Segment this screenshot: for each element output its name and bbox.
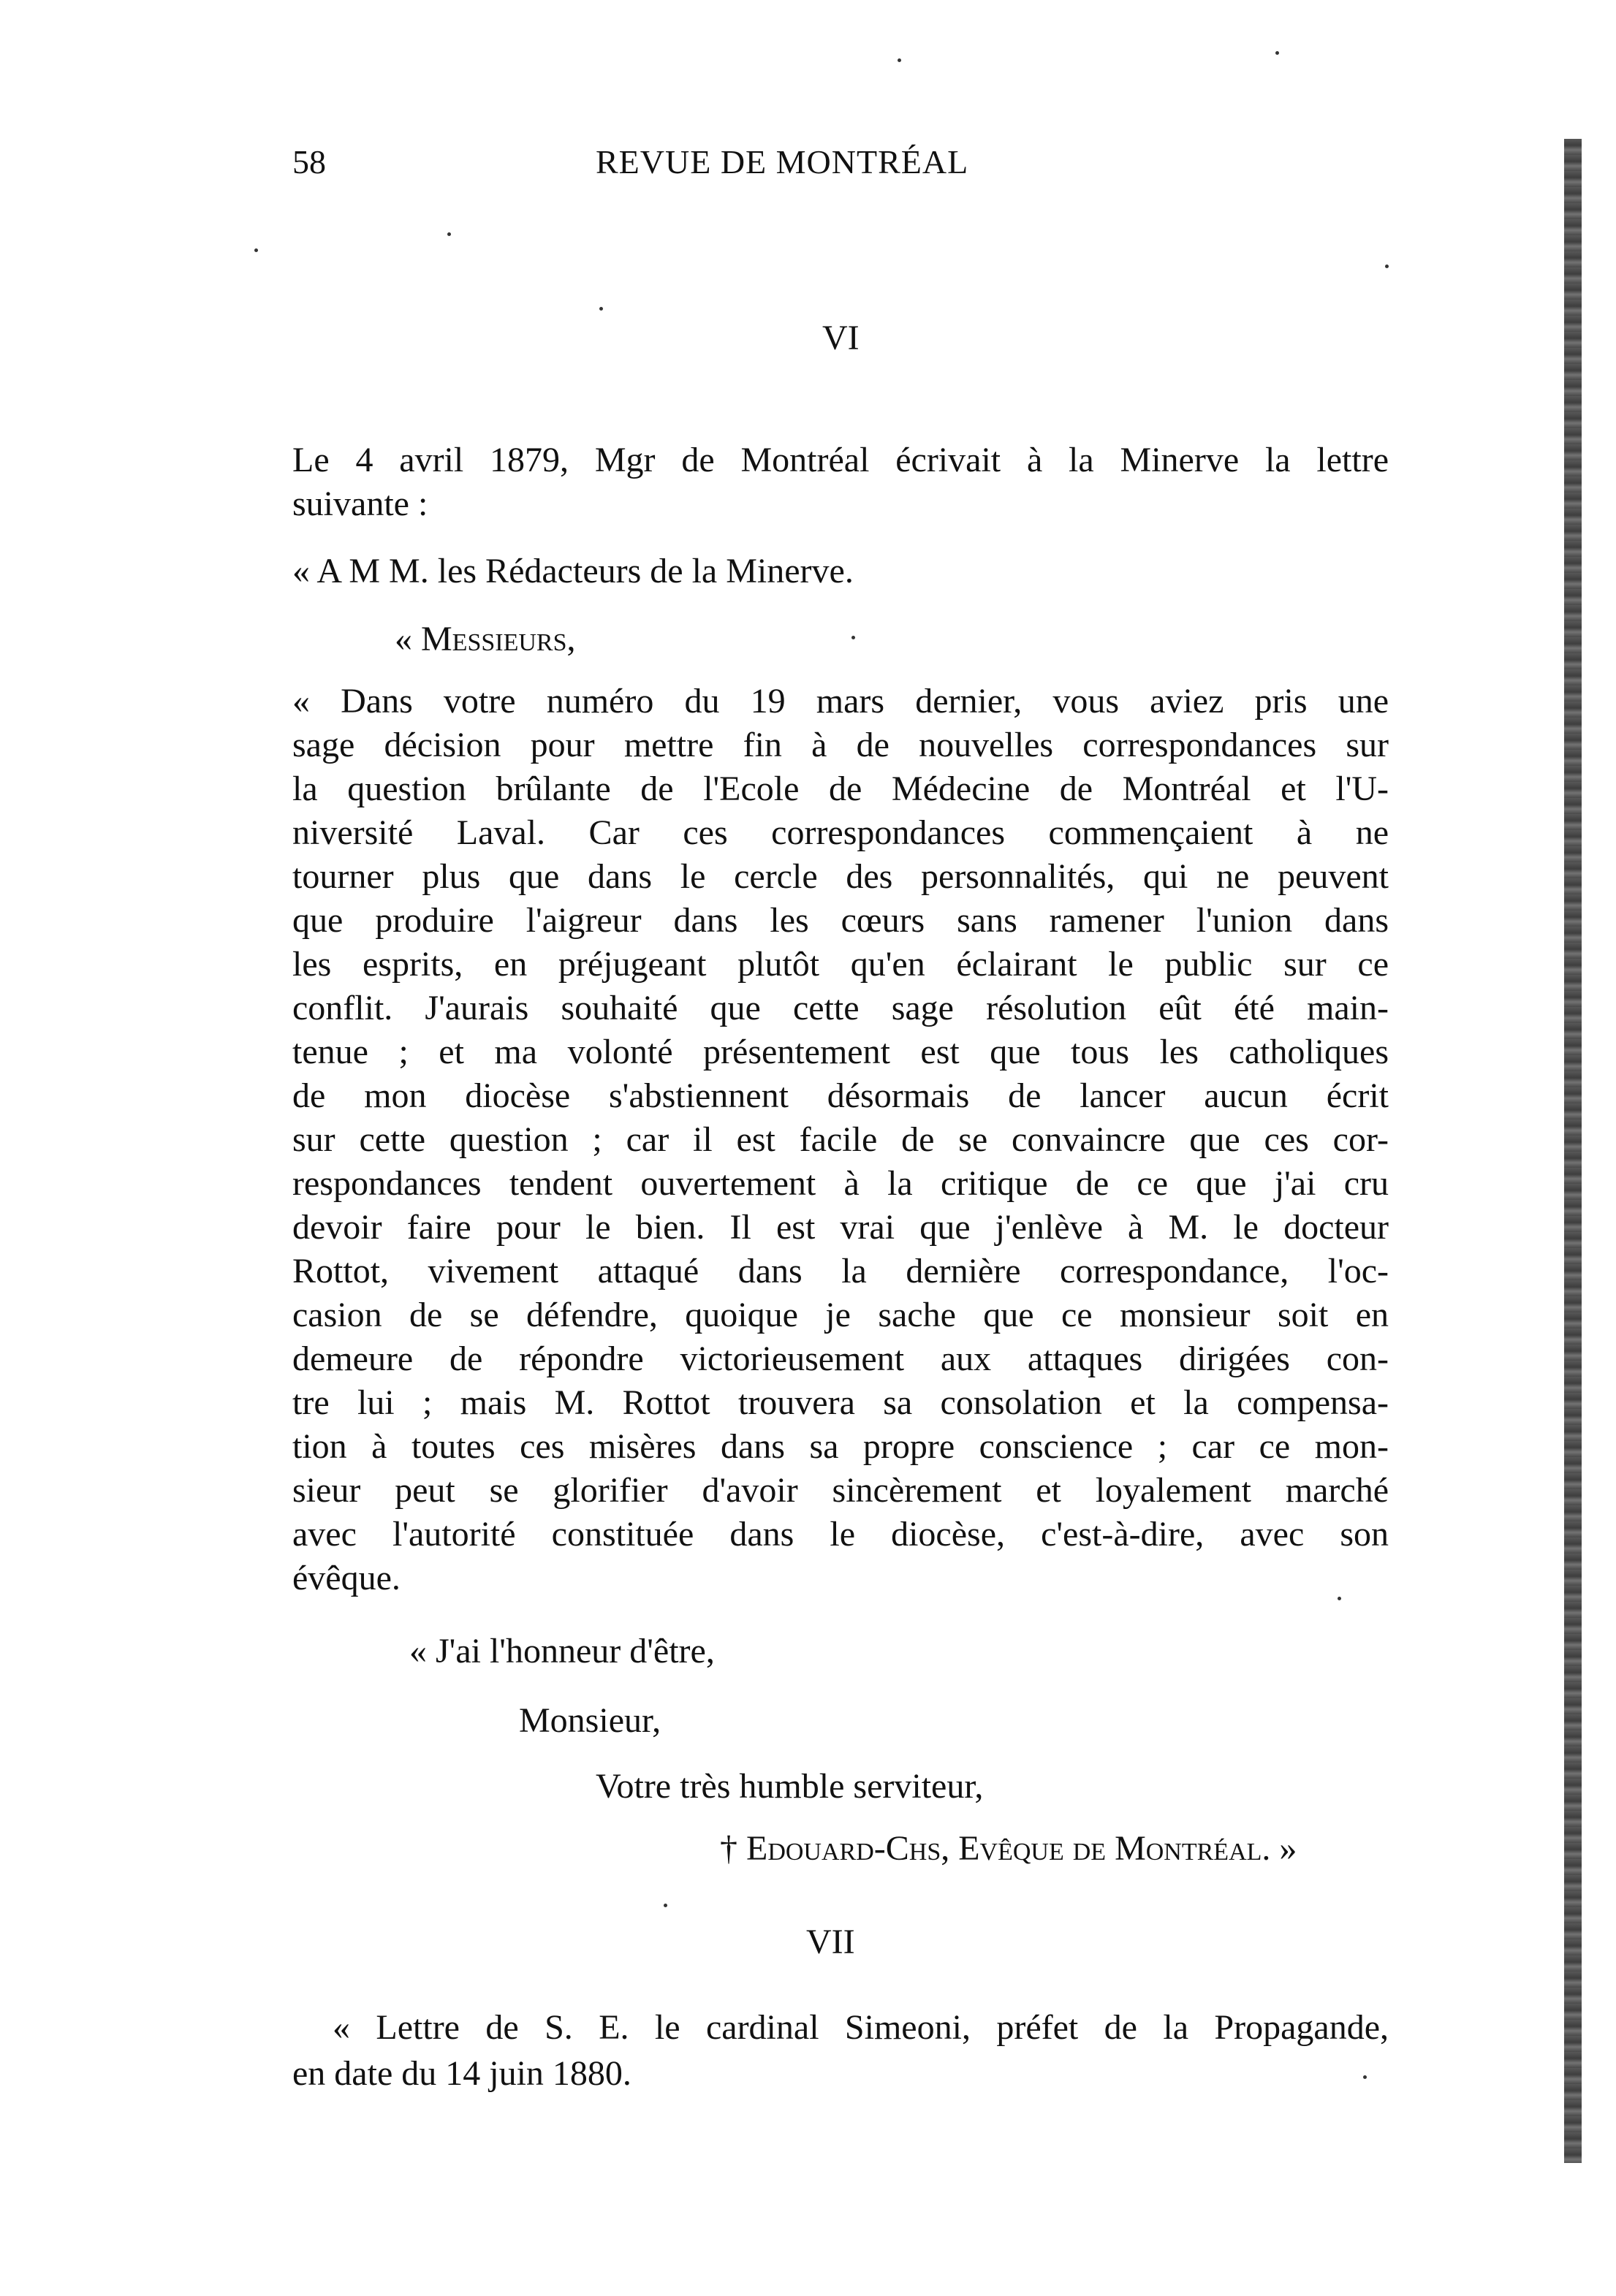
letter-address: « A M M. les Rédacteurs de la Minerve.: [292, 552, 854, 590]
intro-line: suivante :: [292, 484, 428, 523]
body-line: casion de se défendre, quoique je sache que ce monsieur soit en: [292, 1296, 1389, 1334]
body-line: tenue ; et ma volonté présentement est que tous les catholiques: [292, 1033, 1389, 1071]
section-vii-line: en date du 14 juin 1880.: [292, 2054, 631, 2093]
page-number: 58: [292, 143, 326, 180]
closing-line: « J'ai l'honneur d'être,: [409, 1632, 715, 1670]
closing-line: Monsieur,: [519, 1701, 661, 1740]
section-heading-vii: VII: [806, 1923, 855, 1961]
running-title: REVUE DE MONTRÉAL: [596, 143, 969, 180]
scan-speck: [1338, 1597, 1341, 1600]
section-heading-vi: VI: [822, 319, 860, 357]
body-line: tion à toutes ces misères dans sa propre conscience ; car ce mon-: [292, 1427, 1389, 1466]
body-line: sage décision pour mettre fin à de nouvelles correspondances sur: [292, 726, 1389, 764]
section-vii-line: « Lettre de S. E. le cardinal Simeoni, préfet de la Propagande,: [333, 2008, 1389, 2047]
body-line: niversité Laval. Car ces correspondances commençaient à ne: [292, 813, 1389, 852]
intro-line: Le 4 avril 1879, Mgr de Montréal écrivait à la Minerve la lettre: [292, 441, 1389, 479]
body-line: conflit. J'aurais souhaité que cette sage résolution eût été main-: [292, 989, 1389, 1027]
scan-speck: [1275, 51, 1279, 55]
body-line: respondances tendent ouvertement à la critique de ce que j'ai cru: [292, 1164, 1389, 1203]
body-line: Rottot, vivement attaqué dans la dernière correspondance, l'oc-: [292, 1252, 1389, 1290]
scan-binding-edge: [1564, 139, 1582, 2163]
body-line: les esprits, en préjugeant plutôt qu'en éclairant le public sur ce: [292, 945, 1389, 984]
scan-speck: [599, 307, 603, 311]
body-line: tre lui ; mais M. Rottot trouvera sa consolation et la compensa-: [292, 1383, 1389, 1422]
body-line: devoir faire pour le bien. Il est vrai que j'enlève à M. le docteur: [292, 1208, 1389, 1247]
page-header: [292, 142, 1403, 194]
scan-speck: [447, 232, 451, 236]
body-line: la question brûlante de l'Ecole de Médecine de Montréal et l'U-: [292, 769, 1389, 808]
closing-line: Votre très humble serviteur,: [596, 1767, 984, 1806]
letter-salutation: « Messieurs,: [395, 620, 576, 658]
scan-speck: [1385, 265, 1389, 268]
scan-speck: [1363, 2075, 1367, 2079]
body-line: sur cette question ; car il est facile de se convaincre que ces cor-: [292, 1120, 1389, 1159]
body-line: évêque.: [292, 1559, 401, 1597]
scan-speck: [254, 248, 258, 252]
body-line: de mon diocèse s'abstiennent désormais de lancer aucun écrit: [292, 1076, 1389, 1115]
body-line: « Dans votre numéro du 19 mars dernier, vous aviez pris une: [292, 682, 1389, 721]
body-line: demeure de répondre victorieusement aux attaques dirigées con-: [292, 1339, 1389, 1378]
body-line: que produire l'aigreur dans les cœurs sans ramener l'union dans: [292, 901, 1389, 940]
scan-speck: [664, 1904, 667, 1907]
body-line: tourner plus que dans le cercle des personnalités, qui ne peuvent: [292, 857, 1389, 896]
body-line: avec l'autorité constituée dans le diocèse, c'est-à-dire, avec son: [292, 1515, 1389, 1554]
letter-signature: † Edouard-Chs, Evêque de Montréal. »: [720, 1829, 1297, 1868]
scan-speck: [898, 58, 901, 62]
body-line: sieur peut se glorifier d'avoir sincèrement et loyalement marché: [292, 1471, 1389, 1510]
scan-speck: [851, 636, 855, 639]
